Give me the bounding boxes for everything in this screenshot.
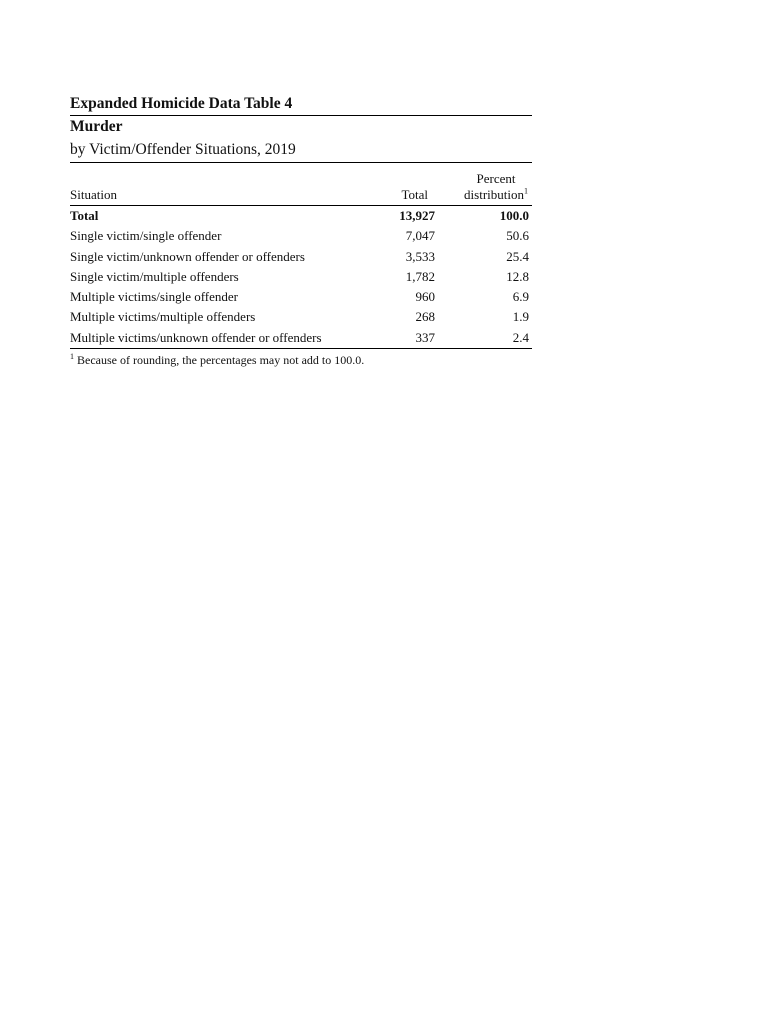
cell-total: 337 xyxy=(415,329,435,345)
cell-situation: Total xyxy=(70,208,99,223)
cell-situation: Multiple victims/single offender xyxy=(70,289,239,305)
cell-situation: Multiple victims/multiple offenders xyxy=(70,309,256,325)
cell-total: 13,927 xyxy=(399,208,435,223)
cell-situation: Single victim/single offender xyxy=(70,228,222,244)
cell-percent: 6.9 xyxy=(512,289,529,305)
table-row xyxy=(70,226,532,246)
footnote-mark: 1 xyxy=(70,352,74,362)
column-header-percent xyxy=(437,171,532,206)
cell-total: 1,782 xyxy=(405,268,435,284)
footnote-reference: 1 xyxy=(524,186,528,196)
cell-total: 960 xyxy=(415,289,435,305)
table-subtitle-bold: Murder xyxy=(70,118,123,135)
table-subtitle: by Victim/Offender Situations, 2019 xyxy=(70,141,296,158)
cell-total: 268 xyxy=(415,309,435,325)
column-header-total: Total xyxy=(401,187,428,202)
column-header-percent-line1: Percent xyxy=(476,171,516,186)
footnote-text: Because of rounding, the percentages may not add to 100.0. xyxy=(74,353,365,368)
document xyxy=(70,93,532,368)
column-header-percent-line2: distribution xyxy=(464,187,524,202)
table-row-total xyxy=(70,206,532,227)
table-title: Expanded Homicide Data Table 4 xyxy=(70,95,293,112)
footnote xyxy=(70,352,532,368)
cell-percent: 1.9 xyxy=(512,309,529,325)
table-row xyxy=(70,247,532,267)
cell-total: 3,533 xyxy=(405,248,435,264)
cell-percent: 25.4 xyxy=(506,248,529,264)
data-table xyxy=(70,171,532,349)
cell-total: 7,047 xyxy=(405,228,435,244)
table-row xyxy=(70,328,532,349)
cell-percent: 2.4 xyxy=(512,329,529,345)
table-row xyxy=(70,267,532,287)
cell-percent: 100.0 xyxy=(499,208,529,223)
table-row xyxy=(70,307,532,327)
subtitle-rule xyxy=(70,162,532,163)
table-header-row xyxy=(70,171,532,206)
cell-situation: Multiple victims/unknown offender or offenders xyxy=(70,329,322,345)
table-row xyxy=(70,287,532,307)
cell-percent: 12.8 xyxy=(506,268,529,284)
column-header-situation: Situation xyxy=(70,187,117,202)
cell-situation: Single victim/unknown offender or offenders xyxy=(70,248,305,264)
cell-situation: Single victim/multiple offenders xyxy=(70,268,239,284)
cell-percent: 50.6 xyxy=(506,228,529,244)
